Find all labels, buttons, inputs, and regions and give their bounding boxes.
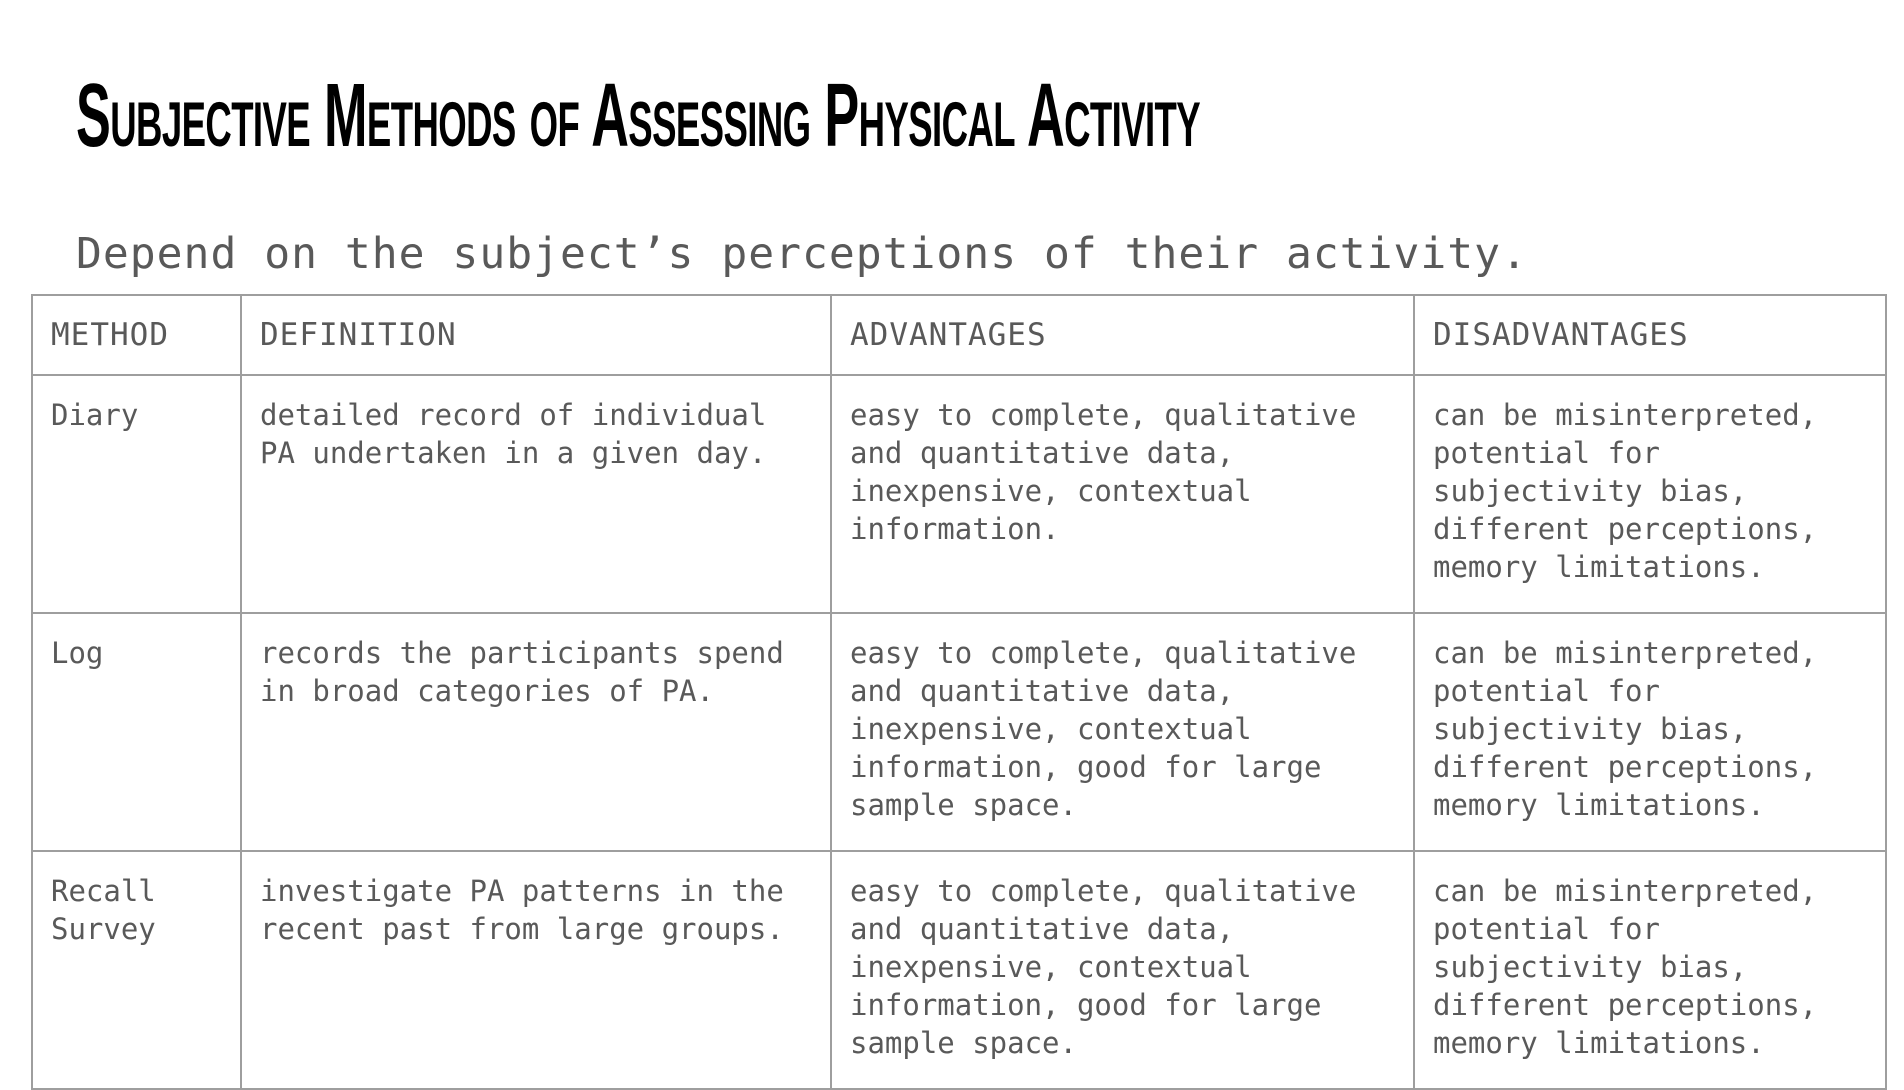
header-disadvantages: DISADVANTAGES bbox=[1414, 295, 1886, 375]
cell-method: Log bbox=[32, 613, 241, 851]
cell-advantages: easy to complete, qualitative and quantitative data, inexpensive, contextual information, good for large sample space. bbox=[831, 613, 1414, 851]
header-definition: DEFINITION bbox=[241, 295, 831, 375]
slide-subtitle: Depend on the subject’s perceptions of their activity. bbox=[76, 229, 1528, 279]
methods-table bbox=[31, 294, 1887, 1090]
header-method: METHOD bbox=[32, 295, 241, 375]
cell-definition: investigate PA patterns in the recent past from large groups. bbox=[241, 851, 831, 1089]
cell-method: Diary bbox=[32, 375, 241, 613]
cell-definition: detailed record of individual PA undertaken in a given day. bbox=[241, 375, 831, 613]
table-header-row bbox=[32, 295, 1886, 375]
cell-advantages: easy to complete, qualitative and quantitative data, inexpensive, contextual information, good for large sample space. bbox=[831, 851, 1414, 1089]
cell-definition: records the participants spend in broad categories of PA. bbox=[241, 613, 831, 851]
header-advantages: ADVANTAGES bbox=[831, 295, 1414, 375]
cell-method: Recall Survey bbox=[32, 851, 241, 1089]
cell-disadvantages: can be misinterpreted, potential for subjectivity bias, different perceptions, memory limitations. bbox=[1414, 613, 1886, 851]
cell-disadvantages: can be misinterpreted, potential for subjectivity bias, different perceptions, memory limitations. bbox=[1414, 851, 1886, 1089]
cell-disadvantages: can be misinterpreted, potential for subjectivity bias, different perceptions, memory limitations. bbox=[1414, 375, 1886, 613]
table-row bbox=[32, 375, 1886, 613]
table-row bbox=[32, 613, 1886, 851]
slide-title: Subjective Methods of Assessing Physical Activity bbox=[76, 66, 1201, 166]
cell-advantages: easy to complete, qualitative and quantitative data, inexpensive, contextual information. bbox=[831, 375, 1414, 613]
table-row bbox=[32, 851, 1886, 1089]
